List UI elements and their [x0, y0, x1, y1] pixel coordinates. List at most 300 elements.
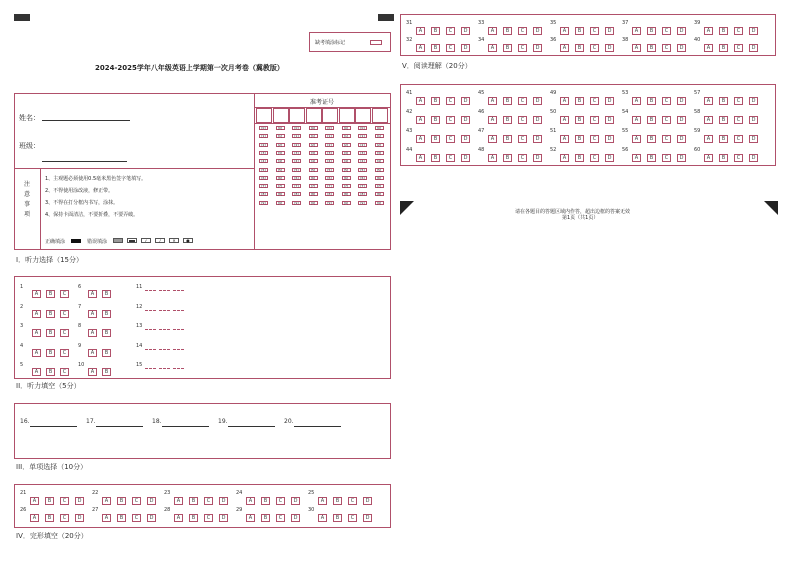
exam-number-bubble[interactable]: [2]	[358, 143, 367, 147]
answer-option[interactable]: B	[575, 97, 584, 105]
exam-number-write-cell[interactable]	[355, 108, 371, 123]
answer-option[interactable]: A	[32, 349, 41, 357]
answer-option[interactable]: A	[102, 497, 111, 505]
answer-option[interactable]: B	[647, 154, 656, 162]
exam-number-write-cell[interactable]	[372, 108, 388, 123]
answer-option[interactable]: B	[719, 135, 728, 143]
answer-option[interactable]: A	[560, 44, 569, 52]
answer-option[interactable]: C	[446, 116, 455, 124]
answer-option[interactable]: D	[461, 27, 470, 35]
answer-option[interactable]: D	[677, 154, 686, 162]
answer-option[interactable]: A	[488, 27, 497, 35]
answer-option[interactable]: B	[189, 514, 198, 522]
answer-option[interactable]: B	[431, 116, 440, 124]
answer-option[interactable]: A	[174, 497, 183, 505]
exam-number-bubble[interactable]: [8]	[309, 192, 318, 196]
answer-option[interactable]: B	[261, 514, 270, 522]
answer-option[interactable]: D	[605, 154, 614, 162]
answer-option[interactable]: C	[662, 44, 671, 52]
answer-option[interactable]: B	[333, 497, 342, 505]
answer-option[interactable]: B	[102, 329, 111, 337]
answer-option[interactable]: A	[416, 44, 425, 52]
answer-option[interactable]: D	[605, 27, 614, 35]
answer-option[interactable]: A	[632, 154, 641, 162]
answer-option[interactable]: C	[60, 329, 69, 337]
answer-blank[interactable]	[145, 329, 156, 330]
answer-option[interactable]: B	[117, 497, 126, 505]
exam-number-bubble[interactable]: [3]	[292, 151, 301, 155]
exam-number-bubble[interactable]: [1]	[375, 134, 384, 138]
answer-option[interactable]: D	[533, 97, 542, 105]
wrong-fill-sample: ∕	[155, 238, 165, 243]
answer-option[interactable]: A	[704, 44, 713, 52]
answer-blank[interactable]	[159, 368, 170, 369]
answer-blank[interactable]	[173, 368, 184, 369]
exam-number-bubble[interactable]: [3]	[375, 151, 384, 155]
answer-option[interactable]: C	[518, 135, 527, 143]
answer-option[interactable]: B	[189, 497, 198, 505]
exam-number-bubble[interactable]: [8]	[276, 192, 285, 196]
answer-option[interactable]: D	[749, 154, 758, 162]
answer-option[interactable]: A	[88, 368, 97, 376]
answer-option[interactable]: D	[147, 497, 156, 505]
answer-option[interactable]: D	[605, 135, 614, 143]
exam-number-bubble[interactable]: [2]	[259, 143, 268, 147]
answer-option[interactable]: C	[518, 44, 527, 52]
answer-blank[interactable]	[159, 290, 170, 291]
answer-option[interactable]: C	[518, 97, 527, 105]
exam-number-bubble[interactable]: [3]	[342, 151, 351, 155]
exam-number-bubble[interactable]: [3]	[325, 151, 334, 155]
exam-number-bubble[interactable]: [0]	[259, 126, 268, 130]
answer-option[interactable]: A	[246, 497, 255, 505]
answer-option[interactable]: C	[662, 97, 671, 105]
answer-option[interactable]: C	[204, 514, 213, 522]
fill-answer-line[interactable]	[294, 426, 341, 427]
answer-option[interactable]: A	[32, 290, 41, 298]
answer-option[interactable]: B	[647, 135, 656, 143]
answer-option[interactable]: C	[348, 497, 357, 505]
exam-number-bubble[interactable]: [7]	[292, 184, 301, 188]
exam-number-bubble[interactable]: [9]	[292, 201, 301, 205]
answer-option[interactable]: A	[560, 154, 569, 162]
answer-option[interactable]: A	[560, 97, 569, 105]
answer-option[interactable]: B	[46, 349, 55, 357]
answer-option[interactable]: A	[32, 310, 41, 318]
answer-option[interactable]: C	[518, 154, 527, 162]
answer-option[interactable]: D	[533, 27, 542, 35]
exam-number-bubble[interactable]: [1]	[292, 134, 301, 138]
answer-option[interactable]: A	[488, 154, 497, 162]
answer-blank[interactable]	[173, 290, 184, 291]
answer-option[interactable]: D	[677, 44, 686, 52]
exam-number-bubble[interactable]: [8]	[292, 192, 301, 196]
exam-number-bubble[interactable]: [8]	[375, 192, 384, 196]
exam-number-bubble[interactable]: [3]	[259, 151, 268, 155]
answer-option[interactable]: B	[46, 310, 55, 318]
answer-option[interactable]: A	[318, 514, 327, 522]
exam-number-bubble[interactable]: [9]	[276, 201, 285, 205]
answer-option[interactable]: A	[488, 44, 497, 52]
answer-option[interactable]: C	[734, 135, 743, 143]
exam-number-bubble[interactable]: [1]	[342, 134, 351, 138]
exam-number-bubble[interactable]: [3]	[309, 151, 318, 155]
answer-option[interactable]: B	[719, 27, 728, 35]
answer-option[interactable]: B	[431, 27, 440, 35]
answer-option[interactable]: B	[46, 290, 55, 298]
exam-number-bubble[interactable]: [5]	[309, 168, 318, 172]
answer-option[interactable]: A	[32, 368, 41, 376]
exam-number-bubble[interactable]: [4]	[342, 159, 351, 163]
exam-number-bubble[interactable]: [5]	[375, 168, 384, 172]
exam-number-bubble[interactable]: [6]	[276, 176, 285, 180]
answer-option[interactable]: D	[605, 97, 614, 105]
exam-number-bubble[interactable]: [0]	[325, 126, 334, 130]
answer-option[interactable]: D	[219, 497, 228, 505]
answer-blank[interactable]	[159, 349, 170, 350]
name-field[interactable]	[42, 120, 130, 121]
answer-option[interactable]: A	[88, 310, 97, 318]
answer-option[interactable]: B	[503, 154, 512, 162]
exam-number-bubble[interactable]: [8]	[325, 192, 334, 196]
exam-number-bubble[interactable]: [4]	[375, 159, 384, 163]
answer-option[interactable]: A	[30, 497, 39, 505]
exam-number-bubble[interactable]: [0]	[375, 126, 384, 130]
answer-option[interactable]: D	[461, 135, 470, 143]
exam-number-bubble[interactable]: [0]	[342, 126, 351, 130]
answer-option[interactable]: B	[117, 514, 126, 522]
answer-option[interactable]: A	[560, 116, 569, 124]
answer-option[interactable]: B	[102, 310, 111, 318]
answer-option[interactable]: A	[102, 514, 111, 522]
answer-option[interactable]: B	[503, 27, 512, 35]
exam-number-bubble[interactable]: [2]	[292, 143, 301, 147]
exam-number-bubble[interactable]: [4]	[259, 159, 268, 163]
answer-option[interactable]: D	[461, 154, 470, 162]
exam-number-bubble[interactable]: [1]	[276, 134, 285, 138]
answer-option[interactable]: C	[662, 135, 671, 143]
answer-option[interactable]: D	[749, 135, 758, 143]
answer-option[interactable]: A	[632, 97, 641, 105]
exam-number-bubble[interactable]: [8]	[358, 192, 367, 196]
exam-number-bubble[interactable]: [6]	[342, 176, 351, 180]
answer-option[interactable]: B	[503, 44, 512, 52]
answer-option[interactable]: B	[46, 368, 55, 376]
exam-number-bubble[interactable]: [9]	[342, 201, 351, 205]
exam-number-bubble[interactable]: [7]	[358, 184, 367, 188]
answer-option[interactable]: B	[647, 27, 656, 35]
exam-number-bubble[interactable]: [6]	[259, 176, 268, 180]
answer-option[interactable]: C	[590, 135, 599, 143]
fill-number: 18.	[152, 418, 162, 425]
answer-option[interactable]: B	[575, 44, 584, 52]
answer-option[interactable]: D	[363, 514, 372, 522]
exam-number-bubble[interactable]: [5]	[358, 168, 367, 172]
answer-option[interactable]: B	[575, 135, 584, 143]
answer-option[interactable]: B	[719, 154, 728, 162]
exam-number-bubble[interactable]: [2]	[309, 143, 318, 147]
exam-number-bubble[interactable]: [0]	[309, 126, 318, 130]
answer-option[interactable]: C	[590, 27, 599, 35]
answer-option[interactable]: A	[704, 97, 713, 105]
exam-number-bubble[interactable]: [6]	[292, 176, 301, 180]
answer-option[interactable]: C	[446, 44, 455, 52]
answer-option[interactable]: B	[102, 290, 111, 298]
answer-option[interactable]: D	[533, 154, 542, 162]
exam-number-bubble[interactable]: [1]	[358, 134, 367, 138]
answer-option[interactable]: C	[60, 514, 69, 522]
answer-blank[interactable]	[159, 329, 170, 330]
answer-option[interactable]: D	[461, 116, 470, 124]
exam-number-write-cell[interactable]	[273, 108, 289, 123]
answer-option[interactable]: D	[75, 497, 84, 505]
answer-blank[interactable]	[145, 290, 156, 291]
answer-option[interactable]: C	[518, 27, 527, 35]
answer-option[interactable]: C	[662, 154, 671, 162]
answer-option[interactable]: B	[503, 97, 512, 105]
exam-number-bubble[interactable]: [7]	[259, 184, 268, 188]
exam-number-bubble[interactable]: [9]	[375, 201, 384, 205]
answer-option[interactable]: C	[590, 97, 599, 105]
answer-option[interactable]: B	[575, 154, 584, 162]
answer-option[interactable]: B	[45, 514, 54, 522]
exam-number-write-cell[interactable]	[306, 108, 322, 123]
answer-option[interactable]: A	[632, 44, 641, 52]
exam-number-bubble[interactable]: [9]	[309, 201, 318, 205]
answer-option[interactable]: A	[632, 135, 641, 143]
answer-option[interactable]: C	[276, 514, 285, 522]
answer-option[interactable]: D	[605, 44, 614, 52]
answer-option[interactable]: C	[590, 44, 599, 52]
exam-number-bubble[interactable]: [5]	[259, 168, 268, 172]
answer-option[interactable]: D	[749, 27, 758, 35]
exam-number-bubble[interactable]: [5]	[342, 168, 351, 172]
answer-option[interactable]: D	[291, 497, 300, 505]
answer-option[interactable]: D	[605, 116, 614, 124]
answer-option[interactable]: D	[677, 135, 686, 143]
answer-option[interactable]: A	[88, 290, 97, 298]
answer-option[interactable]: C	[132, 514, 141, 522]
answer-option[interactable]: D	[461, 44, 470, 52]
answer-option[interactable]: D	[533, 135, 542, 143]
exam-number-bubble[interactable]: [4]	[292, 159, 301, 163]
answer-option[interactable]: C	[734, 44, 743, 52]
answer-option[interactable]: C	[60, 349, 69, 357]
answer-option[interactable]: A	[632, 116, 641, 124]
answer-option[interactable]: D	[749, 44, 758, 52]
answer-blank[interactable]	[159, 310, 170, 311]
answer-option[interactable]: B	[719, 97, 728, 105]
answer-option[interactable]: B	[647, 97, 656, 105]
answer-option[interactable]: D	[363, 497, 372, 505]
answer-option[interactable]: A	[416, 135, 425, 143]
answer-option[interactable]: D	[219, 514, 228, 522]
exam-number-bubble[interactable]: [7]	[342, 184, 351, 188]
answer-blank[interactable]	[173, 329, 184, 330]
answer-blank[interactable]	[173, 349, 184, 350]
answer-option[interactable]: C	[348, 514, 357, 522]
answer-option[interactable]: A	[246, 514, 255, 522]
answer-blank[interactable]	[145, 368, 156, 369]
answer-option[interactable]: C	[446, 27, 455, 35]
answer-option[interactable]: D	[677, 116, 686, 124]
answer-option[interactable]: A	[318, 497, 327, 505]
fill-answer-line[interactable]	[162, 426, 209, 427]
exam-number-bubble[interactable]: [3]	[358, 151, 367, 155]
answer-option[interactable]: B	[431, 44, 440, 52]
exam-number-bubble[interactable]: [7]	[325, 184, 334, 188]
exam-number-bubble[interactable]: [4]	[309, 159, 318, 163]
exam-number-bubble[interactable]: [9]	[325, 201, 334, 205]
answer-option[interactable]: C	[60, 290, 69, 298]
fill-answer-line[interactable]	[228, 426, 275, 427]
answer-option[interactable]: D	[291, 514, 300, 522]
answer-option[interactable]: B	[503, 116, 512, 124]
answer-option[interactable]: D	[533, 116, 542, 124]
answer-option[interactable]: A	[416, 27, 425, 35]
exam-number-bubble[interactable]: [4]	[325, 159, 334, 163]
answer-option[interactable]: B	[102, 368, 111, 376]
answer-option[interactable]: B	[102, 349, 111, 357]
answer-option[interactable]: A	[488, 97, 497, 105]
exam-number-bubble[interactable]: [5]	[276, 168, 285, 172]
answer-option[interactable]: C	[734, 154, 743, 162]
exam-number-bubble[interactable]: [6]	[375, 176, 384, 180]
answer-option[interactable]: A	[32, 329, 41, 337]
answer-option[interactable]: A	[560, 27, 569, 35]
answer-option[interactable]: C	[60, 310, 69, 318]
answer-option[interactable]: B	[45, 497, 54, 505]
answer-option[interactable]: B	[647, 44, 656, 52]
answer-option[interactable]: C	[60, 497, 69, 505]
exam-number-bubble[interactable]: [6]	[309, 176, 318, 180]
answer-option[interactable]: D	[749, 116, 758, 124]
answer-option[interactable]: D	[677, 27, 686, 35]
answer-option[interactable]: C	[734, 97, 743, 105]
answer-option[interactable]: B	[431, 97, 440, 105]
answer-option[interactable]: B	[575, 116, 584, 124]
answer-option[interactable]: B	[46, 329, 55, 337]
exam-number-bubble[interactable]: [2]	[325, 143, 334, 147]
exam-number-bubble[interactable]: [8]	[342, 192, 351, 196]
answer-option[interactable]: A	[704, 116, 713, 124]
answer-option[interactable]: A	[174, 514, 183, 522]
answer-option[interactable]: A	[488, 135, 497, 143]
answer-option[interactable]: A	[704, 154, 713, 162]
exam-number-bubble[interactable]: [5]	[325, 168, 334, 172]
answer-option[interactable]: D	[75, 514, 84, 522]
exam-number-bubble[interactable]: [7]	[276, 184, 285, 188]
answer-option[interactable]: C	[590, 154, 599, 162]
answer-option[interactable]: C	[276, 497, 285, 505]
answer-option[interactable]: D	[147, 514, 156, 522]
exam-number-bubble[interactable]: [5]	[292, 168, 301, 172]
answer-option[interactable]: A	[488, 116, 497, 124]
answer-option[interactable]: C	[518, 116, 527, 124]
single-choice-area	[20, 490, 380, 526]
answer-blank[interactable]	[173, 310, 184, 311]
answer-option[interactable]: C	[590, 116, 599, 124]
answer-option[interactable]: B	[719, 44, 728, 52]
fill-answer-line[interactable]	[96, 426, 143, 427]
absent-mark-checkbox[interactable]	[370, 40, 382, 45]
exam-number-bubble[interactable]: [9]	[358, 201, 367, 205]
answer-option[interactable]: C	[734, 27, 743, 35]
exam-number-write-cell[interactable]	[256, 108, 272, 123]
answer-option[interactable]: C	[204, 497, 213, 505]
answer-option[interactable]: B	[647, 116, 656, 124]
answer-option[interactable]: C	[734, 116, 743, 124]
exam-number-bubble[interactable]: [7]	[375, 184, 384, 188]
exam-number-bubble[interactable]: [2]	[375, 143, 384, 147]
exam-number-bubble[interactable]: [1]	[309, 134, 318, 138]
answer-option[interactable]: C	[446, 154, 455, 162]
answer-option[interactable]: B	[575, 27, 584, 35]
answer-option[interactable]: D	[461, 97, 470, 105]
answer-option[interactable]: C	[132, 497, 141, 505]
answer-blank[interactable]	[145, 349, 156, 350]
answer-option[interactable]: B	[431, 135, 440, 143]
question-number: 38	[622, 37, 629, 43]
exam-number-bubble[interactable]: [9]	[259, 201, 268, 205]
answer-option[interactable]: D	[749, 97, 758, 105]
answer-blank[interactable]	[145, 310, 156, 311]
answer-option[interactable]: A	[632, 27, 641, 35]
answer-option[interactable]: A	[560, 135, 569, 143]
exam-number-write-cell[interactable]	[289, 108, 305, 123]
answer-option[interactable]: B	[261, 497, 270, 505]
exam-number-bubble[interactable]: [2]	[276, 143, 285, 147]
exam-number-write-cell[interactable]	[339, 108, 355, 123]
exam-number-bubble[interactable]: [0]	[276, 126, 285, 130]
fill-answer-line[interactable]	[30, 426, 77, 427]
answer-option[interactable]: B	[431, 154, 440, 162]
answer-option[interactable]: A	[416, 154, 425, 162]
answer-option[interactable]: D	[533, 44, 542, 52]
answer-option[interactable]: C	[446, 97, 455, 105]
answer-option[interactable]: A	[416, 97, 425, 105]
answer-option[interactable]: A	[88, 329, 97, 337]
answer-option[interactable]: A	[88, 349, 97, 357]
exam-number-bubble[interactable]: [1]	[325, 134, 334, 138]
answer-option[interactable]: C	[662, 116, 671, 124]
exam-number-bubble[interactable]: [8]	[259, 192, 268, 196]
answer-option[interactable]: C	[446, 135, 455, 143]
exam-number-bubble[interactable]: [0]	[292, 126, 301, 130]
answer-option[interactable]: C	[662, 27, 671, 35]
class-field[interactable]	[42, 161, 127, 162]
exam-number-bubble[interactable]: [1]	[259, 134, 268, 138]
exam-number-bubble[interactable]: [7]	[309, 184, 318, 188]
exam-number-bubble[interactable]: [4]	[358, 159, 367, 163]
answer-option[interactable]: C	[60, 368, 69, 376]
exam-number-bubble[interactable]: [4]	[276, 159, 285, 163]
answer-option[interactable]: A	[704, 135, 713, 143]
answer-option[interactable]: B	[333, 514, 342, 522]
exam-number-write-cell[interactable]	[322, 108, 338, 123]
answer-option[interactable]: D	[677, 97, 686, 105]
answer-option[interactable]: A	[30, 514, 39, 522]
exam-number-bubble[interactable]: [6]	[325, 176, 334, 180]
exam-number-bubble[interactable]: [0]	[358, 126, 367, 130]
exam-number-bubble[interactable]: [2]	[342, 143, 351, 147]
exam-number-bubble[interactable]: [6]	[358, 176, 367, 180]
answer-option[interactable]: A	[416, 116, 425, 124]
answer-option[interactable]: B	[719, 116, 728, 124]
exam-number-bubble[interactable]: [3]	[276, 151, 285, 155]
answer-option[interactable]: A	[704, 27, 713, 35]
answer-option[interactable]: B	[503, 135, 512, 143]
